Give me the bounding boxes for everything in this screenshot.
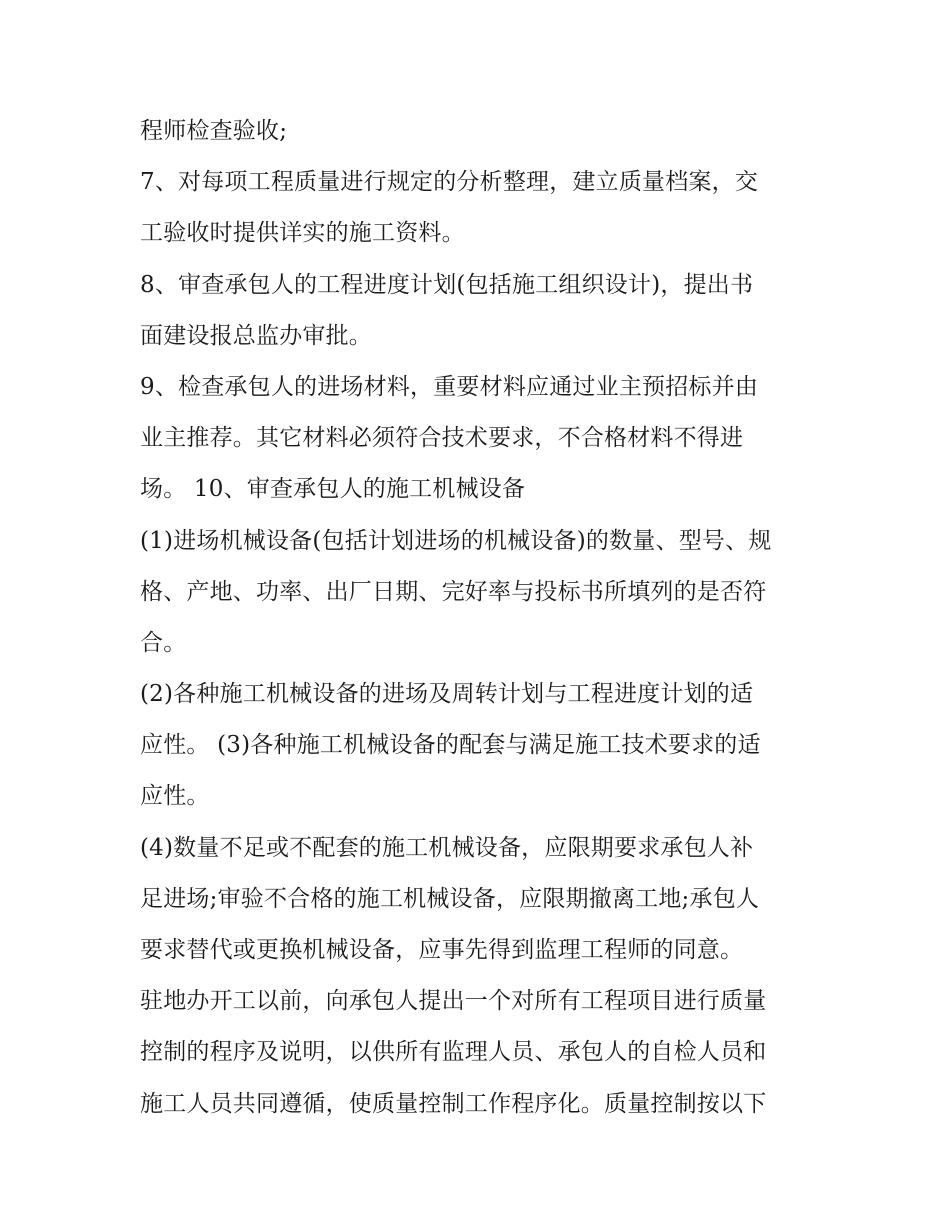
text-line: 面建设报总监办审批。 bbox=[140, 322, 372, 349]
text-line: 格、产地、功率、出厂日期、完好率与投标书所填列的是否符 bbox=[140, 578, 767, 605]
text-line: 应性。 bbox=[140, 783, 210, 810]
text-line: 程师检查验收; bbox=[140, 118, 288, 144]
text-line: 8、审查承包人的工程进度计划(包括施工组织设计)，提出书 bbox=[140, 271, 754, 298]
text-line: (2)各种施工机械设备的进场及周转计划与工程进度计划的适 bbox=[140, 681, 754, 708]
text-line: 场。 10、审查承包人的施工机械设备 bbox=[140, 476, 526, 503]
text-line: 足进场;审验不合格的施工机械设备，应限期撤离工地;承包人 bbox=[140, 885, 760, 912]
document-body bbox=[140, 106, 840, 1130]
text-line: 7、对每项工程质量进行规定的分析整理，建立质量档案，交 bbox=[140, 169, 759, 196]
text-line: 9、检查承包人的进场材料，重要材料应通过业主预招标并由 bbox=[140, 373, 759, 400]
text-line: (4)数量不足或不配套的施工机械设备，应限期要求承包人补 bbox=[140, 834, 754, 861]
text-line: 要求替代或更换机械设备，应事先得到监理工程师的同意。 bbox=[140, 937, 744, 963]
text-line: 施工人员共同遵循，使质量控制工作程序化。质量控制按以下 bbox=[140, 1090, 767, 1117]
text-line: (1)进场机械设备(包括计划进场的机械设备)的数量、型号、规 bbox=[140, 527, 772, 554]
text-line: 业主推荐。其它材料必须符合技术要求，不合格材料不得进 bbox=[140, 425, 744, 452]
text-line: 合。 bbox=[140, 629, 187, 656]
text-line: 驻地办开工以前，向承包人提出一个对所有工程项目进行质量 bbox=[140, 988, 767, 1015]
text-line: 应性。 (3)各种施工机械设备的配套与满足施工技术要求的适 bbox=[140, 732, 761, 759]
text-line: 工验收时提供详实的施工资料。 bbox=[140, 220, 465, 247]
text-line: 控制的程序及说明，以供所有监理人员、承包人的自检人员和 bbox=[140, 1039, 767, 1066]
